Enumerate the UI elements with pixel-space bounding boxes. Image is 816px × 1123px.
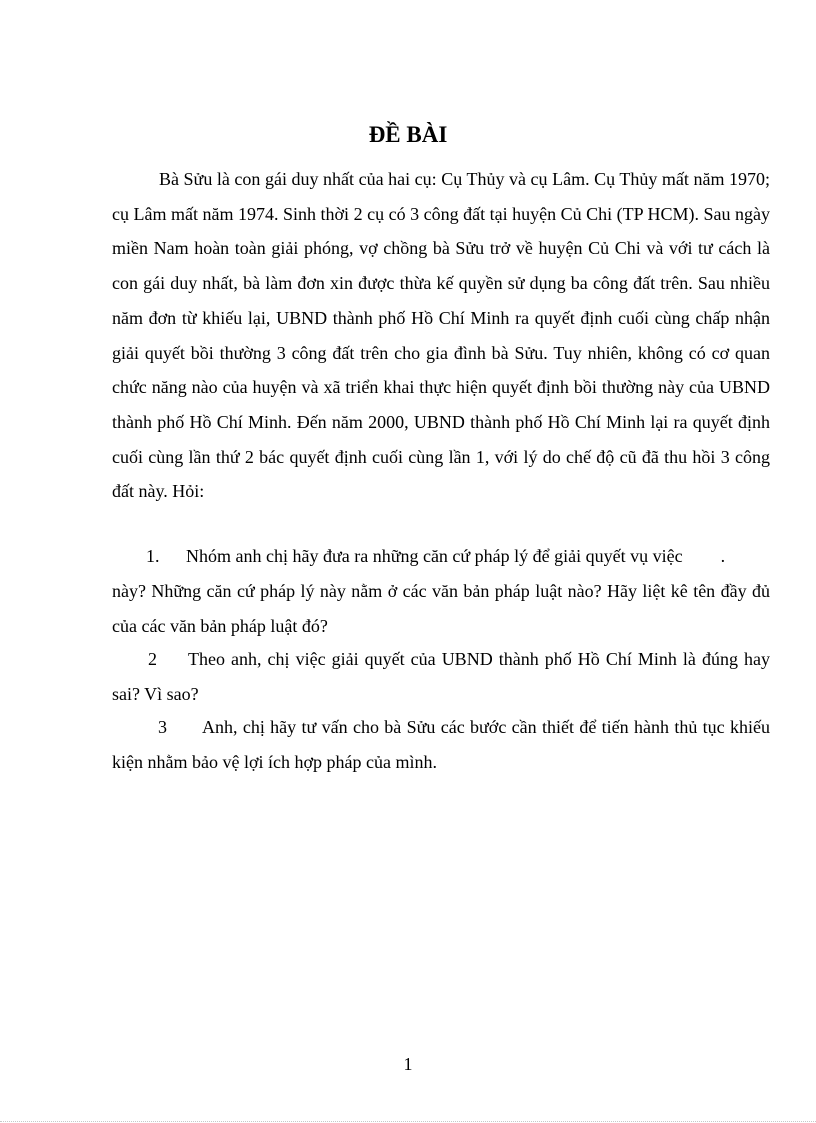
question-1-tail: . (720, 546, 726, 566)
question-1-number: 1. (146, 546, 160, 566)
question-2 (112, 642, 770, 712)
question-3 (112, 710, 770, 780)
page-number: 1 (403, 1054, 413, 1074)
question-3-text: Anh, chị hãy tư vấn cho bà Sửu các bước cần thiết để tiến hành thủ tục khiếu kiện nhằm bảo vệ lợi ích hợp pháp của mình. (112, 717, 770, 772)
question-2-text: Theo anh, chị việc giải quyết của UBND thành phố Hồ Chí Minh là đúng hay sai? Vì sao? (112, 649, 770, 704)
question-1-text: Nhóm anh chị hãy đưa ra những căn cứ pháp lý để giải quyết vụ việc (186, 546, 683, 566)
question-3-number: 3 (158, 717, 167, 737)
question-2-number: 2 (148, 649, 157, 669)
question-1 (112, 539, 770, 644)
page-bottom-divider (0, 1121, 816, 1122)
question-1-text-continued: này? Những căn cứ pháp lý này nằm ở các văn bản pháp luật nào? Hãy liệt kê tên đầy đủ của các văn bản pháp luật đó? (112, 581, 770, 636)
page-title: ĐỀ BÀI (368, 122, 448, 147)
intro-paragraph: Bà Sửu là con gái duy nhất của hai cụ: Cụ Thủy và cụ Lâm. Cụ Thủy mất năm 1970; cụ Lâm mất năm 1974. Sinh thời 2 cụ có 3 công đất tại huyện Củ Chi (TP HCM). Sau ngày miền Nam hoàn toàn giải phóng, vợ chồng bà Sửu trở về huyện Củ Chi và với tư cách là con gái duy nhất, bà làm đơn xin được thừa kế quyền sử dụng ba công đất trên. Sau nhiều năm đơn từ khiếu lại, UBND thành phố Hồ Chí Minh ra quyết định cuối cùng chấp nhận giải quyết bồi thường 3 công đất trên cho gia đình bà Sửu. Tuy nhiên, không có cơ quan chức năng nào của huyện và xã triển khai thực hiện quyết định bồi thường này của UBND thành phố Hồ Chí Minh. Đến năm 2000, UBND thành phố Hồ Chí Minh lại ra quyết định cuối cùng lần thứ 2 bác quyết định cuối cùng lần 1, với lý do chế độ cũ đã thu hồi 3 công đất này. Hỏi: (112, 169, 770, 502)
